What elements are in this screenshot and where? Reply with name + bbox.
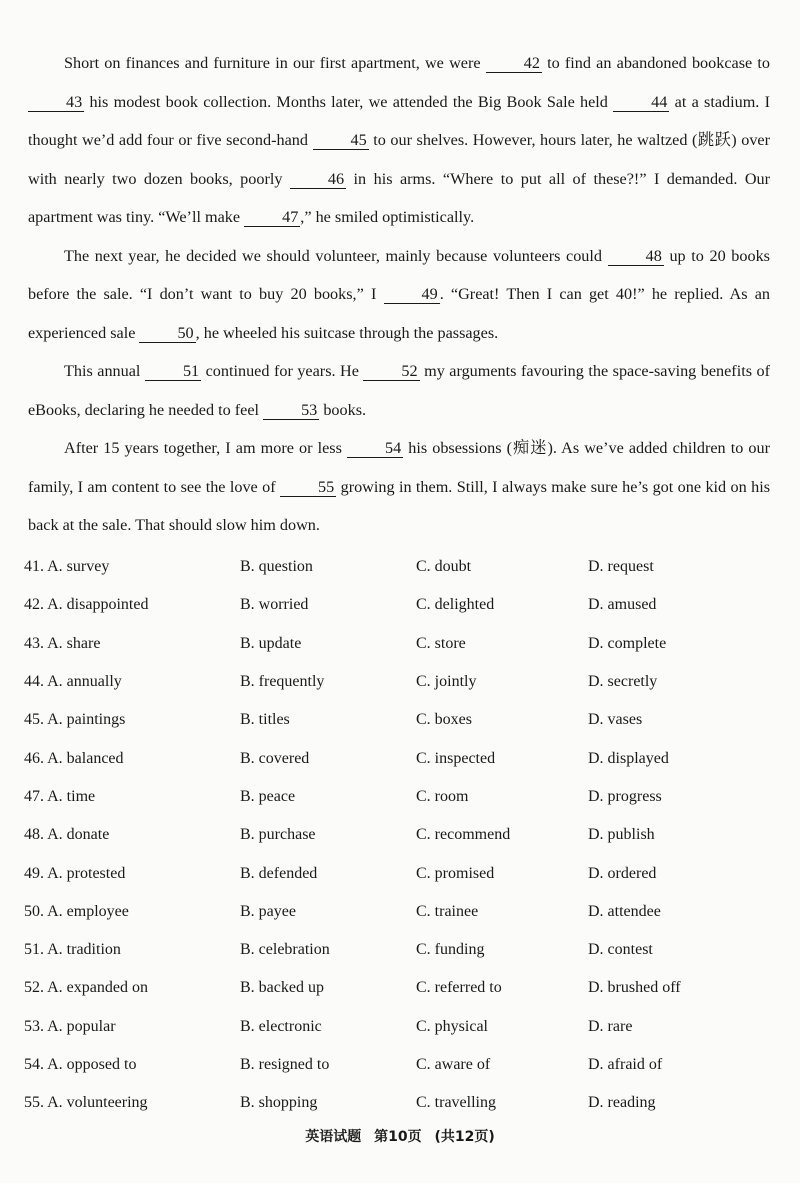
option-text: D. brushed off: [588, 979, 681, 997]
option-a: 49. A. protested: [24, 864, 126, 882]
option-c: [416, 673, 588, 691]
option-a: 55. A. volunteering: [24, 1094, 148, 1112]
option-text: B. titles: [240, 711, 290, 729]
option-text: D. ordered: [588, 864, 657, 882]
option-text: A. annually: [47, 673, 122, 691]
option-a: 51. A. tradition: [24, 941, 121, 959]
option-b: [240, 673, 416, 691]
option-text: B. purchase: [240, 826, 316, 844]
cloze-passage: [28, 44, 770, 545]
blank-number: 46: [290, 171, 346, 189]
question-number: 54: [24, 1056, 40, 1073]
option-d: [588, 865, 768, 883]
passage-text: to find an abandoned bookcase to: [541, 54, 770, 72]
option-b: [240, 979, 416, 997]
option-a: 50. A. employee: [24, 902, 129, 920]
passage-text: , he wheeled his suitcase through the passages.: [195, 323, 499, 342]
option-a: 45. A. paintings: [24, 711, 126, 729]
option-text: B. resigned to: [240, 1056, 330, 1073]
question-row: [24, 969, 784, 1007]
option-text: C. travelling: [416, 1094, 496, 1112]
question-row: [24, 893, 784, 931]
option-b: [240, 826, 416, 844]
option-d: [588, 903, 768, 921]
option-text: A. survey: [47, 558, 110, 576]
option-text: D. rare: [588, 1017, 633, 1035]
option-text: D. complete: [588, 634, 667, 652]
option-c: [416, 1018, 588, 1036]
option-text: B. celebration: [240, 941, 330, 959]
option-text: A. expanded on: [47, 979, 148, 997]
passage-paragraph: [28, 237, 770, 353]
question-row: [24, 701, 784, 739]
option-text: D. reading: [588, 1094, 656, 1112]
passage-text: After 15 years together, I am more or less: [64, 439, 347, 457]
blank-number: 50: [139, 325, 195, 343]
question-row: [24, 663, 784, 701]
option-text: C. doubt: [416, 558, 472, 576]
footer-subject: 英语试题: [305, 1129, 362, 1145]
option-text: A. disappointed: [47, 596, 149, 614]
option-d: [588, 979, 768, 997]
passage-paragraph: [28, 429, 770, 545]
option-b: [240, 558, 416, 576]
blank-number: 43: [28, 94, 84, 112]
question-number: 50: [24, 902, 40, 920]
option-text: B. payee: [240, 902, 296, 920]
blank-number: 52: [363, 363, 419, 381]
option-text: C. jointly: [416, 673, 477, 691]
question-row: [24, 548, 784, 586]
option-d: [588, 788, 768, 806]
question-number: 42: [24, 596, 40, 614]
passage-text: my arguments favouring the space-saving benefits of eBooks, declaring he needed to feel: [28, 362, 770, 419]
question-row: [24, 931, 784, 969]
footer-page-number: 第10页: [374, 1129, 422, 1145]
passage-text: Short on finances and furniture in our first apartment, we were: [64, 54, 486, 72]
option-text: B. covered: [240, 749, 310, 767]
passage-text: in his arms. “Where to put all of these?!” I demanded. Our apartment was tiny. “We’ll make: [28, 169, 771, 226]
option-text: C. delighted: [416, 596, 495, 614]
option-c: [416, 711, 588, 729]
option-d: [588, 1018, 768, 1036]
passage-text: growing in them. Still, I always make sure he’s got one kid on his back at the sale. That should slow him down.: [28, 477, 770, 534]
question-row: [24, 1046, 784, 1084]
question-number: 43: [24, 634, 40, 652]
blank-number: 53: [263, 402, 319, 420]
option-b: [240, 1094, 416, 1112]
options-list: [24, 548, 784, 1122]
option-text: C. store: [416, 634, 466, 652]
option-a: 48. A. donate: [24, 826, 110, 844]
passage-text: his modest book collection. Months later, we attended the Big Book Sale held: [84, 92, 614, 111]
blank-number: 44: [613, 94, 669, 112]
passage-paragraph: [28, 44, 770, 237]
option-c: [416, 1094, 588, 1112]
option-text: C. trainee: [416, 902, 479, 920]
blank-number: 42: [486, 55, 542, 73]
option-text: A. employee: [47, 902, 129, 920]
passage-paragraph: [28, 352, 770, 429]
blank-number: 48: [608, 248, 664, 266]
option-text: B. frequently: [240, 673, 325, 691]
passage-text: up to 20 books before the sale. “I don’t want to buy 20 books,” I: [28, 246, 770, 303]
blank-number: 55: [280, 479, 336, 497]
option-d: [588, 750, 768, 768]
option-d: [588, 826, 768, 844]
option-text: A. popular: [47, 1017, 116, 1035]
option-b: [240, 1056, 416, 1074]
question-number: 48: [24, 826, 40, 844]
option-b: [240, 711, 416, 729]
option-text: D. vases: [588, 711, 643, 729]
blank-number: 45: [313, 132, 369, 150]
option-text: B. question: [240, 558, 313, 576]
blank-number: 49: [384, 286, 440, 304]
footer-total-pages: (共12页): [434, 1129, 495, 1145]
passage-text: The next year, he decided we should volunteer, mainly because volunteers could: [64, 246, 608, 265]
option-b: [240, 788, 416, 806]
option-c: [416, 596, 588, 614]
option-d: [588, 711, 768, 729]
question-number: 41: [24, 558, 40, 576]
passage-text: continued for years. He: [201, 362, 364, 380]
option-text: D. progress: [588, 787, 662, 805]
question-number: 49: [24, 864, 40, 882]
option-text: A. time: [47, 787, 96, 805]
option-a: 53. A. popular: [24, 1017, 116, 1035]
option-c: [416, 1056, 588, 1074]
option-a: 42. A. disappointed: [24, 596, 149, 614]
option-text: B. peace: [240, 787, 296, 805]
page-footer: [0, 1126, 800, 1146]
option-text: A. volunteering: [47, 1094, 148, 1112]
option-text: C. funding: [416, 941, 485, 959]
option-text: D. attendee: [588, 902, 661, 920]
question-number: 51: [24, 941, 40, 959]
option-a: 47. A. time: [24, 787, 96, 805]
option-text: B. electronic: [240, 1017, 322, 1035]
question-row: [24, 816, 784, 854]
option-text: C. physical: [416, 1017, 488, 1035]
passage-text: at a stadium. I thought we’d add four or five second-hand: [28, 92, 770, 149]
passage-text: to our shelves. However, hours later, he waltzed (跳跃) over with nearly two dozen books, poorly: [28, 131, 770, 188]
option-text: C. boxes: [416, 711, 472, 729]
question-row: [24, 739, 784, 777]
question-number: 55: [24, 1094, 40, 1112]
passage-text: books.: [319, 400, 367, 419]
option-text: D. contest: [588, 941, 653, 959]
option-a: 46. A. balanced: [24, 749, 124, 767]
option-c: [416, 788, 588, 806]
option-b: [240, 750, 416, 768]
blank-number: 51: [145, 363, 201, 381]
option-text: C. recommend: [416, 826, 511, 844]
option-text: A. donate: [47, 826, 110, 844]
option-text: A. opposed to: [47, 1056, 137, 1073]
option-c: [416, 941, 588, 959]
option-a: 52. A. expanded on: [24, 979, 148, 997]
option-d: [588, 596, 768, 614]
option-text: D. request: [588, 558, 654, 576]
option-text: C. aware of: [416, 1056, 491, 1073]
option-text: D. afraid of: [588, 1056, 663, 1073]
question-row: [24, 778, 784, 816]
option-text: C. inspected: [416, 749, 496, 767]
option-c: [416, 979, 588, 997]
question-number: 46: [24, 749, 40, 767]
option-text: B. shopping: [240, 1094, 318, 1112]
question-row: [24, 1008, 784, 1046]
option-c: [416, 826, 588, 844]
option-text: A. tradition: [47, 941, 121, 959]
passage-text: This annual: [64, 362, 145, 380]
option-a: 54. A. opposed to: [24, 1056, 137, 1073]
option-b: [240, 1018, 416, 1036]
option-d: [588, 1056, 768, 1074]
passage-text: his obsessions (痴迷). As we’ve added children to our family, I am content to see the love of: [28, 439, 770, 496]
option-text: A. protested: [47, 864, 126, 882]
question-number: 45: [24, 711, 40, 729]
option-text: C. referred to: [416, 979, 502, 997]
option-text: D. displayed: [588, 749, 669, 767]
passage-text: ,” he smiled optimistically.: [300, 208, 475, 226]
blank-number: 54: [347, 440, 403, 458]
question-row: [24, 854, 784, 892]
question-number: 53: [24, 1017, 40, 1035]
option-d: [588, 941, 768, 959]
option-a: 44. A. annually: [24, 673, 122, 691]
question-row: [24, 1084, 784, 1122]
question-row: [24, 625, 784, 663]
option-text: A. share: [47, 634, 101, 652]
option-text: A. balanced: [47, 749, 124, 767]
option-text: D. secretly: [588, 673, 658, 691]
option-text: C. room: [416, 787, 469, 805]
question-number: 44: [24, 673, 40, 691]
option-d: [588, 635, 768, 653]
option-c: [416, 865, 588, 883]
question-row: [24, 586, 784, 624]
option-c: [416, 903, 588, 921]
question-number: 47: [24, 787, 40, 805]
option-text: B. backed up: [240, 979, 324, 997]
option-b: [240, 596, 416, 614]
option-b: [240, 635, 416, 653]
option-text: D. publish: [588, 826, 655, 844]
option-text: B. defended: [240, 864, 318, 882]
option-text: C. promised: [416, 864, 495, 882]
option-b: [240, 941, 416, 959]
option-a: 43. A. share: [24, 634, 101, 652]
option-c: [416, 635, 588, 653]
option-c: [416, 558, 588, 576]
option-c: [416, 750, 588, 768]
option-b: [240, 903, 416, 921]
option-text: A. paintings: [47, 711, 126, 729]
option-d: [588, 673, 768, 691]
option-text: D. amused: [588, 596, 657, 614]
option-d: [588, 1094, 768, 1112]
question-number: 52: [24, 979, 40, 997]
option-text: B. worried: [240, 596, 309, 614]
option-b: [240, 865, 416, 883]
blank-number: 47: [244, 209, 300, 227]
passage-text: . “Great! Then I can get 40!” he replied. As an experienced sale: [28, 285, 771, 342]
option-text: B. update: [240, 634, 302, 652]
option-a: 41. A. survey: [24, 558, 110, 576]
option-d: [588, 558, 768, 576]
